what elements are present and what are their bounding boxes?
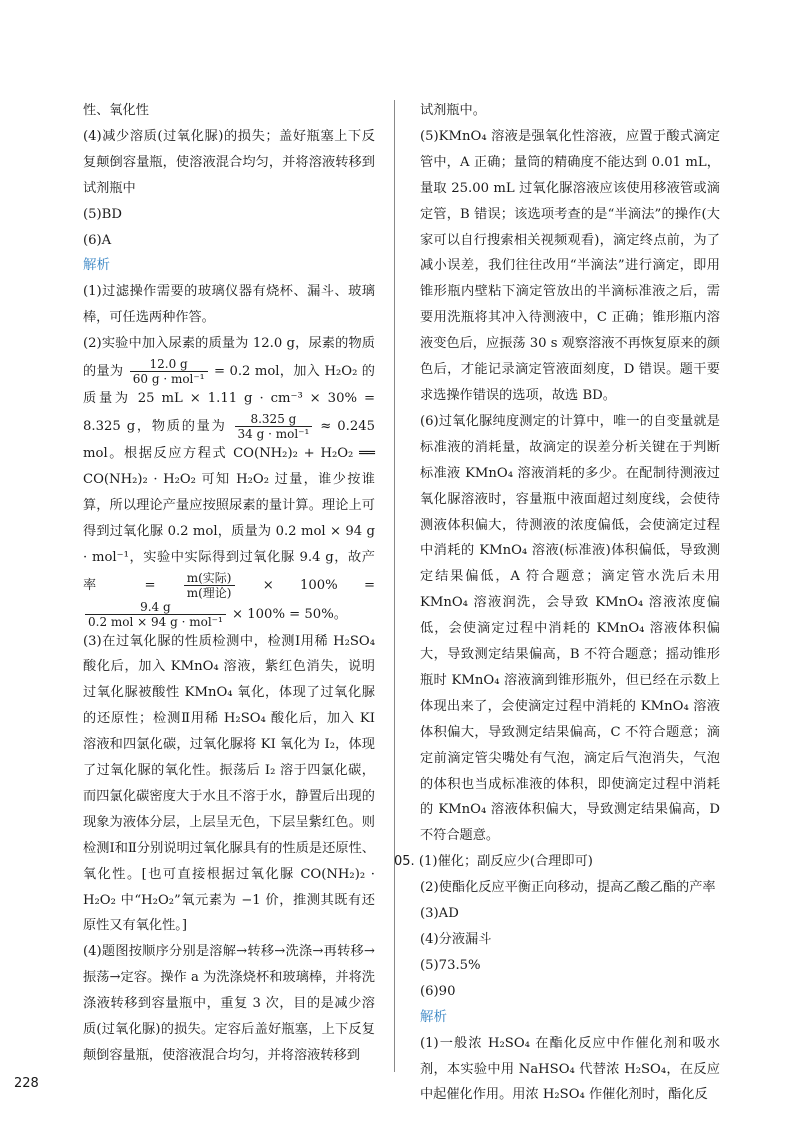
fraction-urea [130,357,208,386]
fraction-numerator: 8.325 g [235,412,313,427]
analysis-paragraph: (3)在过氧化脲的性质检测中，检测Ⅰ用稀 H₂SO₄ 酸化后，加入 KMnO₄ 溶液，紫红色消失，说明过氧化脲被酸性 KMnO₄ 氧化，体现了过氧化脲的还原性；检测Ⅱ用稀 H₂SO₄ 酸化后，加入 KI 溶液和四氯化碳，过氧化脲将 KI 氧化为 I₂，体现了过氧化脲的氧化性。振荡后 I₂ 溶于四氯化碳，而四氯化碳密度大于水且不溶于水，静置后出现的现象为液体分层，上层呈无色，下层呈紫红色。则检测Ⅰ和Ⅱ分别说明过氧化脲具有的性质是还原性、氧化性。[也可直接根据过氧化脲 CO(NH₂)₂ · H₂O₂ 中“H₂O₂”氧元素为 −1 价，推测其既有还原性又有氧化性。] [83,633,375,934]
analysis-heading: 解析 [83,257,110,274]
calc-text: × 100% = 50%。 [232,606,347,622]
page-number: 228 [14,1076,39,1091]
calc-text: = 0.2 mol，加入 H₂O₂ 的质量为 25 mL × 1.11 g · cm⁻³ × 30% = 8.325 g，物质的量为 [83,364,375,434]
analysis-paragraph: (6)过氧化脲纯度测定的计算中，唯一的自变量就是标准液的消耗量，故滴定的误差分析关键在于判断标准液 KMnO₄ 溶液消耗的多少。在配制待测液过氧化脲溶液时，容量瓶中液面超过刻度线，会使待测液体积偏大，待测液的浓度偏低，会使滴定过程中消耗的 KMnO₄ 溶液(标准液)体积偏低，导致测定结果偏低，A 符合题意；滴定管水洗后未用 KMnO₄ 溶液润洗，会导致 KMnO₄ 溶液浓度偏低，会使滴定过程中消耗的 KMnO₄ 溶液体积偏大，导致测定结果偏高，B 不符合题意；摇动锥形瓶时 KMnO₄ 溶液滴到锥形瓶外，但已经在示数上体现出来了，会使滴定过程中消耗的 KMnO₄ 溶液体积偏大，导致测定结果偏高，C 不符合题意；滴定前滴定管尖嘴处有气泡，滴定后气泡消失，气泡的体积也当成标准液的体积，即使滴定过程中消耗的 KMnO₄ 溶液体积偏大，导致测定结果偏高，D 不符合题意。 [420,413,720,844]
analysis-heading: 解析 [420,1008,447,1025]
fraction-denominator: 60 g · mol⁻¹ [132,372,205,387]
answer-line: 性、氧化性 [83,103,149,118]
right-column [394,98,720,1108]
fraction-numerator: m(实际) [184,571,235,586]
answer-line: (2)使酯化反应平衡正向移动，提高乙酸乙酯的产率 [420,880,716,896]
question-05-answer-1 [394,849,720,875]
answer-line: (4)减少溶质(过氧化脲)的损失；盖好瓶塞上下反复颠倒容量瓶，使溶液混合均匀，并将溶液转移到试剂瓶中 [83,128,375,196]
calc-text: × 100% = [262,577,375,593]
question-number: 05. [394,854,415,870]
calc-text: ≈ 0.245 mol。根据反应方程式 CO(NH₂)₂ + H₂O₂ ══ CO(NH₂)₂ · H₂O₂ 可知 H₂O₂ 过量，谁少按谁算，所以理论产量应按照尿素的量计算。理论上可得到过氧化脲 0.2 mol，质量为 0.2 mol × 94 g · mol⁻¹，实验中实际得到过氧化脲 9.4 g，故产率 = [83,418,375,593]
fraction-yield-ratio [184,571,235,600]
answer-text: (1)催化；副反应少(合理即可) [418,854,593,870]
answer-line: (4)分液漏斗 [420,932,492,947]
answer-line: (3)AD [420,906,459,922]
fraction-numerator: 12.0 g [130,357,208,372]
column-divider [394,100,395,1072]
fraction-denominator: 34 g · mol⁻¹ [237,426,310,441]
answer-line: (5)BD [83,206,122,222]
analysis-paragraph: 试剂瓶中。 [420,103,486,118]
fraction-yield-value [85,600,226,629]
analysis-paragraph: (1)过滤操作需要的玻璃仪器有烧杯、漏斗、玻璃棒，可任选两种作答。 [83,284,375,326]
answer-line: (5)73.5% [420,957,481,973]
analysis-paragraph-calc [83,331,375,628]
answer-line: (6)90 [420,983,456,999]
analysis-paragraph: (5)KMnO₄ 溶液是强氧化性溶液，应置于酸式滴定管中，A 正确；量筒的精确度不能达到 0.01 mL，量取 25.00 mL 过氧化脲溶液应该使用移液管或滴定管，B 错误；该选项考查的是“半滴法”的操作(大家可以自行搜索相关视频观看)，滴定终点前，为了减小误差，我们往往改用“半滴法”进行滴定，即用锥形瓶内壁粘下滴定管放出的半滴标准液之后，需要用洗瓶将其冲入待测液中，C 正确；锥形瓶内溶液变色后，应振荡 30 s 观察溶液不再恢复原来的颜色后，才能记录滴定管液面刻度，D 错误。题干要求选操作错误的选项，故选 BD。 [420,128,720,403]
left-column [83,98,375,1069]
fraction-numerator: 9.4 g [85,600,226,615]
answer-line: (6)A [83,232,112,248]
fraction-denominator: m(理论) [186,585,232,600]
analysis-paragraph: (1)一般浓 H₂SO₄ 在酯化反应中作催化剂和吸水剂，本实验中用 NaHSO₄ 代替浓 H₂SO₄，在反应中起催化作用。用浓 H₂SO₄ 作催化剂时，酯化反 [420,1035,720,1103]
analysis-paragraph: (4)题图按顺序分别是溶解→转移→洗涤→再转移→振荡→定容。操作 a 为洗涤烧杯和玻璃棒，并将洗涤液转移到容量瓶中，重复 3 次，目的是减少溶质(过氧化脲)的损失。定容后盖好瓶塞，上下反复颠倒容量瓶，使溶液混合均匀，并将溶液转移到 [83,944,375,1063]
calc-text: (2)实验中加入尿素的质量为 12.0 g，尿素的物质的量为 [83,336,375,380]
fraction-h2o2 [235,412,313,441]
fraction-denominator: 0.2 mol × 94 g · mol⁻¹ [88,614,223,629]
